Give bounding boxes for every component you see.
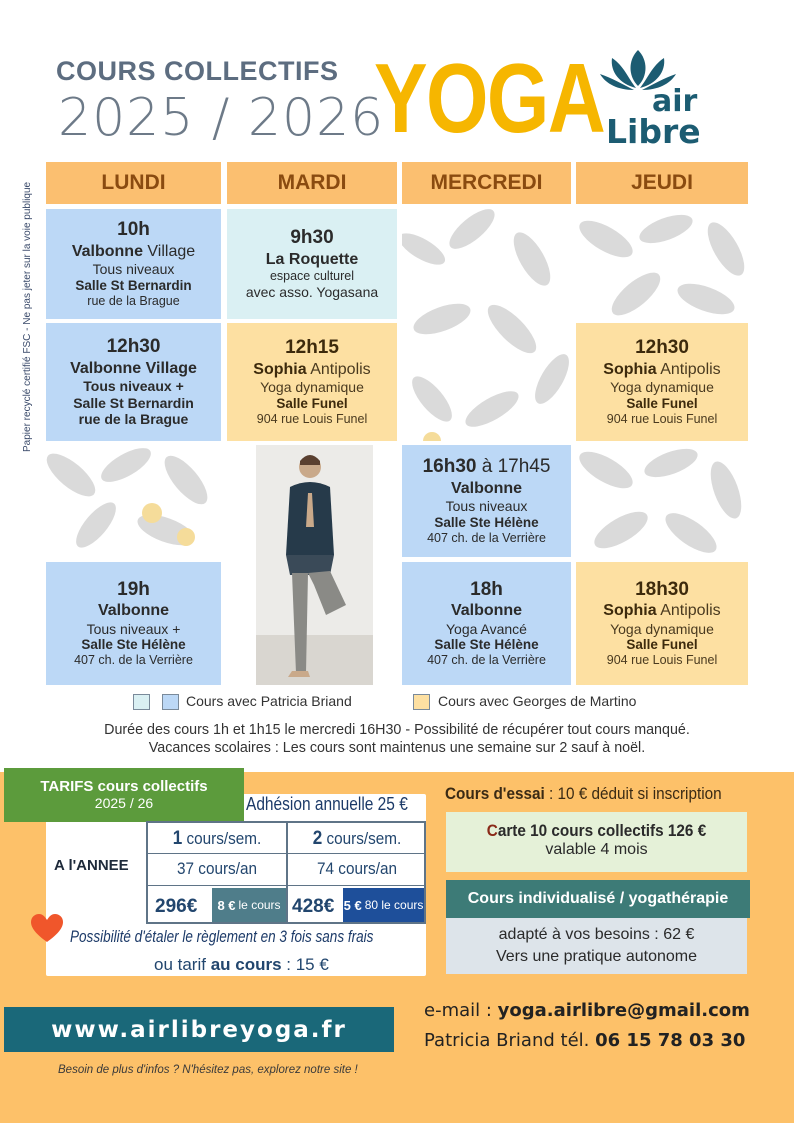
per-class-post: : 15 €: [281, 955, 329, 974]
class-level: Tous niveaux: [92, 261, 175, 277]
yoga-photo: [256, 445, 373, 685]
class-time: 12h15: [285, 337, 339, 359]
tarifs-row-label: A l'ANNEE: [54, 857, 129, 874]
col1-unit-num: 8 €: [217, 897, 236, 913]
class-time: 16h30: [422, 456, 477, 478]
info-holidays: Vacances scolaires : Les cours sont maintenus une semaine sur 2 sauf à noël.: [148, 740, 646, 756]
table-line: [146, 821, 148, 924]
col2-head-text: cours/sem.: [322, 829, 402, 848]
class-address: 407 ch. de la Verrière: [427, 530, 546, 545]
class-time-end: à 17h45: [476, 456, 551, 478]
yoga-pose-illustration: [256, 445, 373, 685]
tarifs-col2-price: 428€: [292, 896, 335, 917]
class-lundi-12h30: [46, 323, 221, 441]
class-place-rest: Antipolis: [656, 602, 721, 620]
tarifs-tab: [4, 768, 244, 822]
class-time: 12h30: [106, 335, 161, 357]
day-mercredi: MERCREDI: [402, 162, 571, 204]
class-place: Valbonne Village: [70, 359, 197, 377]
tarifs-col2-head: [297, 828, 418, 850]
header-kicker: COURS COLLECTIFS: [56, 56, 339, 86]
trial-rest: : 10 € déduit si inscription: [544, 784, 722, 803]
class-room: Salle Funel: [626, 395, 698, 411]
website-link[interactable]: www.airlibreyoga.fr: [4, 1007, 394, 1052]
flower-pattern-icon: [576, 209, 748, 319]
class-place: Valbonne: [450, 602, 523, 620]
logo-libre: Libre: [606, 112, 701, 151]
class-room: Salle Ste Hélène: [81, 637, 186, 653]
day-jeudi: JEUDI: [576, 162, 748, 204]
class-room: Salle Ste Hélène: [434, 514, 539, 530]
class-address: 407 ch. de la Verrière: [427, 653, 546, 668]
header-years: 2025 / 2026: [58, 88, 385, 148]
card-initial: C: [486, 821, 498, 840]
class-mercredi-16h30: [402, 445, 571, 557]
class-place-rest: Village: [142, 242, 196, 260]
per-class-bold: au cours: [210, 955, 282, 974]
tarifs-col1-unit: [212, 888, 286, 922]
legend-swatch-light: [133, 694, 150, 710]
class-level: Tous niveaux: [445, 498, 528, 514]
class-place: Sophia: [603, 360, 657, 378]
class-time: 18h: [470, 578, 503, 600]
class-time: 12h30: [635, 337, 689, 359]
header-title: YOGA: [374, 43, 605, 153]
class-address: 904 rue Louis Funel: [606, 411, 718, 426]
card-offer: [446, 812, 747, 872]
phone-number[interactable]: 06 15 78 03 30: [595, 1030, 746, 1051]
flower-pattern: [46, 445, 221, 557]
individual-line2: Vers une pratique autonome: [495, 947, 698, 965]
class-level: Yoga dynamique: [610, 620, 714, 637]
class-place-rest: Antipolis: [656, 360, 721, 378]
class-place-rest: Antipolis: [306, 360, 371, 378]
legend-swatch-orange: [413, 694, 430, 710]
air-libre-logo: [596, 48, 736, 152]
phone-label: Patricia Briand tél.: [424, 1030, 596, 1051]
flower-pattern-icon: [576, 445, 748, 557]
day-lundi: LUNDI: [46, 162, 221, 204]
tarifs-title: TARIFS cours collectifs: [40, 778, 208, 795]
tarifs-adhesion: Adhésion annuelle 25 €: [246, 794, 408, 814]
class-lundi-10h: [46, 209, 221, 319]
class-level: Yoga Avancé: [446, 620, 527, 637]
class-mardi-12h15: [227, 323, 397, 441]
class-address: 904 rue Louis Funel: [606, 653, 718, 668]
logo-air: air: [652, 84, 698, 119]
class-lundi-19h: [46, 562, 221, 685]
class-place: Sophia: [603, 602, 657, 620]
col2-num: 2: [312, 828, 323, 849]
col2-unit-num: 5 €: [343, 897, 362, 913]
class-place: Valbonne: [97, 602, 170, 620]
email-label: e-mail :: [424, 1000, 498, 1021]
class-room: Salle Funel: [276, 395, 348, 411]
class-place: Sophia: [253, 360, 307, 378]
class-time: 10h: [117, 219, 150, 241]
col2-unit-text: 80 le cours: [364, 898, 424, 912]
more-info: Besoin de plus d'infos ? N'hésitez pas, explorez notre site !: [58, 1064, 358, 1076]
class-note: avec asso. Yogasana: [245, 284, 379, 301]
class-level: Yoga dynamique: [610, 379, 714, 395]
class-venue: espace culturel: [269, 269, 355, 284]
class-place: Valbonne: [450, 479, 523, 497]
flower-pattern: [402, 209, 571, 441]
day-mardi: MARDI: [227, 162, 397, 204]
flower-pattern: [576, 209, 748, 319]
class-level: Yoga dynamique: [260, 379, 364, 395]
table-line: [424, 821, 426, 924]
tarifs-col1-count: 37 cours/an: [177, 859, 257, 878]
tarifs-col1-price: 296€: [155, 896, 198, 917]
class-room: Salle Funel: [626, 637, 698, 653]
class-address: 904 rue Louis Funel: [256, 411, 368, 426]
card-title: arte 10 cours collectifs 126 €: [497, 821, 707, 840]
per-class-pre: ou tarif: [154, 955, 211, 974]
class-time: 9h30: [290, 227, 334, 249]
class-mercredi-18h: [402, 562, 571, 685]
legend-georges: Cours avec Georges de Martino: [438, 693, 637, 709]
contact-phone: [424, 1030, 745, 1051]
class-mardi-9h30: [227, 209, 397, 319]
flower-pattern-icon: [46, 445, 221, 557]
class-level: Tous niveaux +: [83, 377, 184, 394]
class-room: Salle St Bernardin: [75, 277, 192, 293]
flower-pattern-icon: [402, 209, 571, 441]
class-address: rue de la Brague: [87, 293, 180, 308]
col1-unit-text: le cours: [238, 898, 281, 912]
card-validity: valable 4 mois: [545, 841, 648, 858]
class-time: 19h: [117, 578, 150, 600]
tarifs-per-class: [154, 955, 329, 975]
tarifs-col2-unit: [343, 888, 424, 922]
side-note: Papier recyclé certifié FSC - Ne pas jeter sur la voie publique: [22, 181, 33, 452]
class-time: 18h30: [635, 578, 689, 600]
legend-patricia: Cours avec Patricia Briand: [186, 693, 352, 709]
table-line: [286, 821, 288, 924]
legend-swatch-blue: [162, 694, 179, 710]
class-room: Salle Ste Hélène: [434, 637, 539, 653]
contact-email[interactable]: [424, 1000, 750, 1021]
class-address: 407 ch. de la Verrière: [74, 653, 193, 668]
flower-pattern: [576, 445, 748, 557]
tarifs-installments: Possibilité d'étaler le règlement en 3 fois sans frais: [70, 928, 374, 946]
individual-title: Cours individualisé / yogathérapie: [446, 880, 750, 918]
trial-bold: Cours d'essai: [445, 784, 545, 803]
individual-line1: adapté à vos besoins : 62 €: [498, 926, 695, 943]
info-duration: Durée des cours 1h et 1h15 le mercredi 16H30 - Possibilité de récupérer tout cours manqué.: [104, 722, 690, 738]
class-place: La Roquette: [265, 250, 359, 268]
col1-head-text: cours/sem.: [182, 829, 262, 848]
tarifs-col1-head: [157, 828, 278, 850]
tarifs-col2-count: 74 cours/an: [317, 859, 397, 878]
tarifs-year: 2025 / 26: [94, 795, 154, 811]
class-level: Tous niveaux +: [86, 620, 181, 637]
class-address: rue de la Brague: [78, 411, 189, 428]
individual-body: [446, 918, 747, 974]
class-jeudi-18h30: [576, 562, 748, 685]
class-jeudi-12h30: [576, 323, 748, 441]
col1-num: 1: [172, 828, 183, 849]
class-place: Valbonne: [71, 242, 143, 260]
class-room: Salle St Bernardin: [73, 394, 194, 411]
email-address[interactable]: yoga.airlibre@gmail.com: [497, 1000, 750, 1021]
heart-icon: [30, 914, 64, 944]
trial-offer: [445, 784, 722, 804]
